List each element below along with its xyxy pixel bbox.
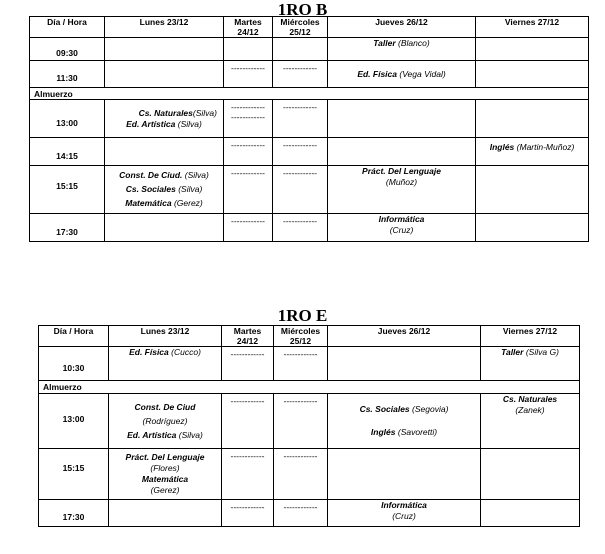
lunch-label: Almuerzo bbox=[39, 381, 580, 394]
cell-friday: Taller (Silva G) bbox=[481, 347, 580, 381]
schedule-table-1rob bbox=[29, 16, 589, 242]
cell-friday bbox=[476, 100, 589, 138]
header-wednesday: Miércoles 25/12 bbox=[273, 17, 328, 38]
header-thursday: Jueves 26/12 bbox=[328, 17, 476, 38]
table-row bbox=[39, 449, 580, 500]
hour-cell: 13:00 bbox=[39, 394, 109, 449]
hour-cell: 13:00 bbox=[30, 100, 105, 138]
cell-tuesday: ------------ bbox=[222, 449, 274, 500]
header-tuesday: Martes 24/12 bbox=[224, 17, 273, 38]
cell-friday bbox=[481, 449, 580, 500]
cell-thursday bbox=[328, 138, 476, 166]
cell-wednesday: ------------ bbox=[274, 449, 328, 500]
cell-monday: Const. De Ciud. (Silva) Cs. Sociales (Silva) Matemática (Gerez) bbox=[105, 166, 224, 214]
table-row bbox=[39, 394, 580, 449]
cell-tuesday: ------------ bbox=[224, 138, 273, 166]
cell-tuesday bbox=[224, 38, 273, 61]
table-row bbox=[30, 61, 589, 88]
cell-thursday: Cs. Sociales (Segovia) Inglés (Savoretti) bbox=[328, 394, 481, 449]
cell-thursday: Práct. Del Lenguaje (Muñoz) bbox=[328, 166, 476, 214]
hour-cell: 17:30 bbox=[30, 214, 105, 242]
cell-monday bbox=[105, 38, 224, 61]
cell-friday bbox=[476, 38, 589, 61]
cell-monday bbox=[105, 138, 224, 166]
hour-cell: 15:15 bbox=[30, 166, 105, 214]
cell-tuesday: ------------ bbox=[222, 500, 274, 527]
header-monday: Lunes 23/12 bbox=[105, 17, 224, 38]
cell-monday bbox=[109, 500, 222, 527]
table-row bbox=[30, 166, 589, 214]
cell-monday bbox=[105, 214, 224, 242]
header-friday: Viernes 27/12 bbox=[476, 17, 589, 38]
header-wednesday: Miércoles 25/12 bbox=[274, 326, 328, 347]
cell-wednesday: ------------ bbox=[274, 500, 328, 527]
table-row bbox=[30, 214, 589, 242]
cell-wednesday: ------------ bbox=[274, 347, 328, 381]
lunch-row bbox=[39, 381, 580, 394]
table-row bbox=[39, 500, 580, 527]
schedule-table-1roe bbox=[38, 325, 580, 527]
table-row bbox=[30, 38, 589, 61]
hour-cell: 17:30 bbox=[39, 500, 109, 527]
header-day-hour: Día / Hora bbox=[30, 17, 105, 38]
header-day-hour: Día / Hora bbox=[39, 326, 109, 347]
cell-monday: Cs. Naturales(Silva) Ed. Artística (Silva) bbox=[105, 100, 224, 138]
cell-monday bbox=[105, 61, 224, 88]
header-thursday: Jueves 26/12 bbox=[328, 326, 481, 347]
cell-friday bbox=[481, 500, 580, 527]
cell-wednesday bbox=[273, 38, 328, 61]
table-row bbox=[30, 138, 589, 166]
cell-wednesday: ------------ bbox=[273, 61, 328, 88]
cell-friday bbox=[476, 61, 589, 88]
lunch-label: Almuerzo bbox=[30, 88, 589, 100]
cell-monday: Ed. Física (Cucco) bbox=[109, 347, 222, 381]
table-title-1roe: 1RO E bbox=[277, 306, 328, 325]
hour-cell: 10:30 bbox=[39, 347, 109, 381]
cell-tuesday: ------------ bbox=[224, 61, 273, 88]
cell-wednesday: ------------ bbox=[273, 166, 328, 214]
hour-cell: 14:15 bbox=[30, 138, 105, 166]
cell-friday: Inglés (Martin-Muñoz) bbox=[476, 138, 589, 166]
lunch-row bbox=[30, 88, 589, 100]
cell-monday: Práct. Del Lenguaje (Flores) Matemática (Gerez) bbox=[109, 449, 222, 500]
cell-friday: Cs. Naturales (Zanek) bbox=[481, 394, 580, 449]
cell-tuesday: ------------ bbox=[224, 214, 273, 242]
cell-wednesday: ------------ bbox=[274, 394, 328, 449]
hour-cell: 15:15 bbox=[39, 449, 109, 500]
cell-tuesday: ------------ bbox=[222, 394, 274, 449]
table-row bbox=[39, 347, 580, 381]
cell-tuesday: ------------ ------------ bbox=[224, 100, 273, 138]
cell-thursday: Ed. Física (Vega Vidal) bbox=[328, 61, 476, 88]
cell-thursday: Informática (Cruz) bbox=[328, 214, 476, 242]
cell-monday: Const. De Ciud (Rodríguez) Ed. Artística (Silva) bbox=[109, 394, 222, 449]
header-monday: Lunes 23/12 bbox=[109, 326, 222, 347]
cell-thursday: Informática (Cruz) bbox=[328, 500, 481, 527]
cell-tuesday: ------------ bbox=[222, 347, 274, 381]
header-tuesday: Martes 24/12 bbox=[222, 326, 274, 347]
cell-tuesday: ------------ bbox=[224, 166, 273, 214]
table-title-1rob: 1RO B bbox=[277, 0, 328, 19]
cell-friday bbox=[476, 166, 589, 214]
cell-thursday bbox=[328, 100, 476, 138]
hour-cell: 11:30 bbox=[30, 61, 105, 88]
cell-thursday bbox=[328, 449, 481, 500]
table-row bbox=[30, 100, 589, 138]
cell-thursday: Taller (Blanco) bbox=[328, 38, 476, 61]
cell-wednesday: ------------ bbox=[273, 214, 328, 242]
hour-cell: 09:30 bbox=[30, 38, 105, 61]
header-friday: Viernes 27/12 bbox=[481, 326, 580, 347]
cell-friday bbox=[476, 214, 589, 242]
cell-wednesday: ------------ bbox=[273, 138, 328, 166]
cell-wednesday: ------------ bbox=[273, 100, 328, 138]
cell-thursday bbox=[328, 347, 481, 381]
